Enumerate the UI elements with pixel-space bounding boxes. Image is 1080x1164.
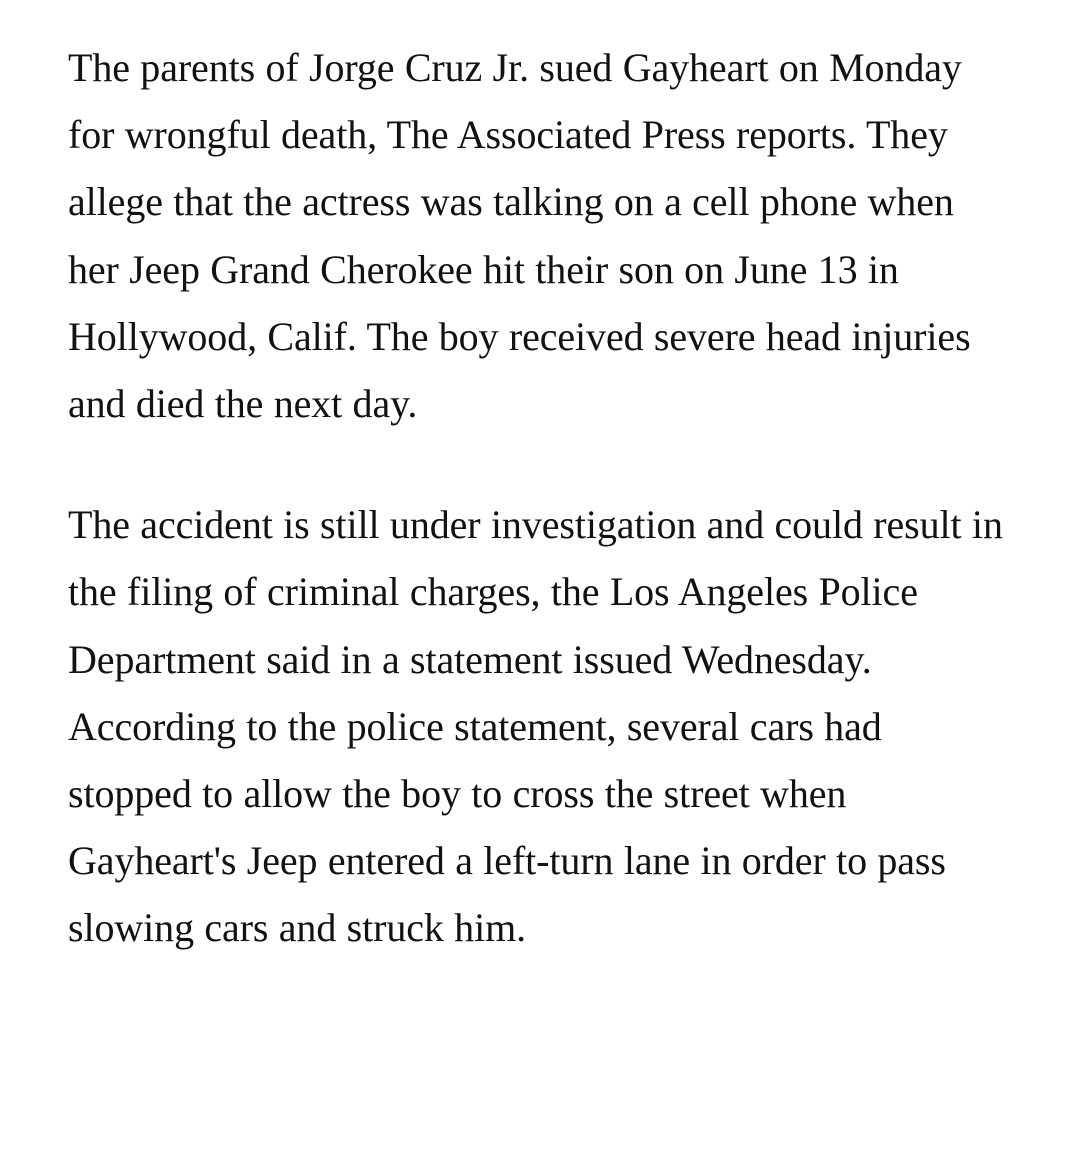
article-paragraph-1: The parents of Jorge Cruz Jr. sued Gayheart on Monday for wrongful death, The Associated Press reports. They allege that the actress was talking on a cell phone when her Jeep Grand Cherokee hit their son on June 13 in Hollywood, Calif. The boy received severe head injuries and died the next day. xyxy=(68,45,971,426)
article-paragraph-2: The accident is still under investigation and could result in the filing of criminal charges, the Los Angeles Police Department said in a statement issued Wednesday. According to the police statement, several cars had stopped to allow the boy to cross the street when Gayheart's Jeep entered a left-turn lane in order to pass slowing cars and struck him. xyxy=(68,502,1003,951)
